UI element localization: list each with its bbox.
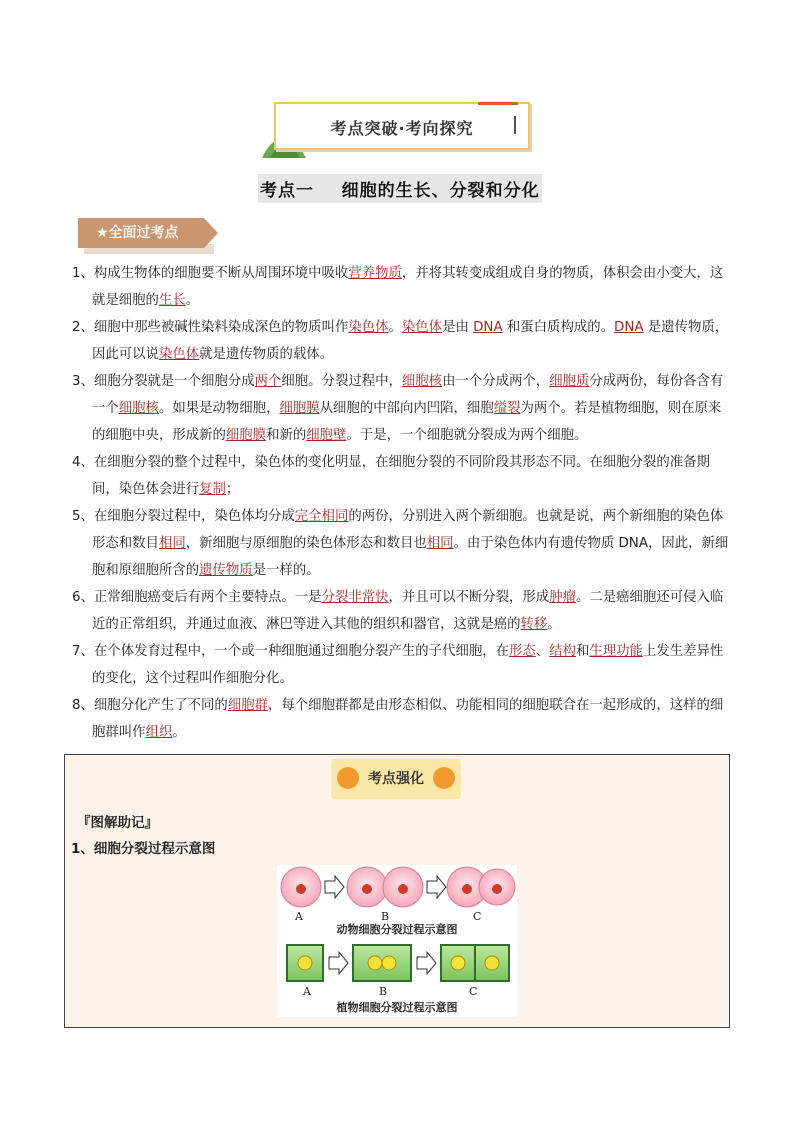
- item-text: 细胞中那些被碱性染料染成深色的物质叫作: [93, 320, 349, 335]
- plant-caption: 植物细胞分裂过程示意图: [336, 1001, 458, 1014]
- knowledge-list: [72, 260, 732, 746]
- keyword: 生理功能: [589, 644, 643, 659]
- cell-division-diagram: [277, 865, 517, 1017]
- plant-cell-b: [353, 945, 411, 981]
- keyword: 营养物质: [348, 266, 402, 281]
- item-text: 细胞分裂就是一个细胞分成: [93, 374, 255, 389]
- item-text: 、: [535, 644, 550, 659]
- keyword: 转移: [520, 617, 548, 632]
- keyword: DNA: [473, 320, 503, 335]
- plant-cell-c: [441, 945, 509, 981]
- keyword: 相同: [426, 536, 454, 551]
- keyword: 染色体: [158, 347, 200, 362]
- list-item: [72, 638, 732, 692]
- orange-icon: [433, 767, 455, 789]
- keyword: 遗传物质: [199, 563, 253, 578]
- keyword: DNA: [614, 320, 644, 335]
- orange-icon: [337, 767, 359, 789]
- diagram-heading: 1、细胞分裂过程示意图: [71, 841, 216, 857]
- item-number: 6、: [72, 590, 94, 605]
- item-text: 就是遗传物质的载体。: [199, 347, 334, 362]
- item-text: 。: [185, 293, 200, 308]
- animal-cell-b: [347, 867, 423, 907]
- banner: [262, 100, 532, 158]
- item-text: 是遗传物质，因此可以说: [92, 320, 729, 362]
- item-number: 8、: [72, 698, 94, 713]
- arrow-icon: [427, 876, 446, 898]
- reinforcement-box: [64, 754, 730, 1028]
- list-item: [72, 584, 732, 638]
- item-text: 是一样的。: [252, 563, 320, 578]
- label-c: C: [473, 910, 482, 923]
- item-text: 在细胞分裂的整个过程中，染色体的变化明显，在细胞分裂的不同阶段其形态不同。在细胞分裂的准备期间，染色体会进行: [92, 455, 710, 497]
- banner-box: [274, 102, 530, 150]
- item-text: 和蛋白质构成的。: [502, 320, 615, 335]
- keyword: 完全相同: [294, 509, 349, 524]
- keyword: 两个: [254, 374, 282, 389]
- keyword: 细胞核: [401, 374, 443, 389]
- item-text: 从细胞的中部向内凹陷，细胞: [319, 401, 494, 416]
- item-text: 是由: [442, 320, 474, 335]
- overview-tag: ★全面过考点: [78, 218, 204, 248]
- keyword: 细胞质: [549, 374, 590, 389]
- keyword: 生长: [158, 293, 186, 308]
- item-number: 7、: [72, 644, 94, 659]
- keyword: 染色体: [348, 320, 389, 335]
- item-text: 在细胞分裂过程中，染色体均分成: [93, 509, 295, 524]
- item-number: 5、: [72, 509, 94, 524]
- animal-cell-c: [447, 867, 515, 907]
- item-text: 和: [575, 644, 590, 659]
- item-text: 的两份，分别进入两个新细胞。也就是说，两个新细胞的染色体形态和数目: [92, 509, 724, 551]
- memory-aid-heading: 『图解助记』: [77, 815, 158, 831]
- keyword: 形态: [509, 644, 536, 659]
- plant-cell-a: [287, 945, 323, 981]
- keyword: 缢裂: [493, 401, 521, 416]
- item-text: 。二是癌细胞还可侵入临近的正常组织，并通过血液、淋巴等进入其他的组织和器官，这就是癌的: [92, 590, 724, 632]
- item-text: ，并将其转变成组成自身的物质，体积会由小变大，这就是细胞的: [92, 266, 724, 308]
- item-text: ，每个细胞群都是由形态相似、功能相同的细胞联合在一起形成的，这样的细胞群叫作: [92, 698, 724, 740]
- list-item: [72, 368, 732, 449]
- item-text: 。: [547, 617, 561, 632]
- keyword: 细胞膜: [279, 401, 320, 416]
- item-text: 为两个。若是植物细胞，则在原来的细胞中央，形成新的: [92, 401, 722, 443]
- item-text: 。: [172, 725, 186, 740]
- section-title: 考点一 细胞的生长、分裂和分化: [258, 174, 542, 203]
- item-text: 。由于染色体内有遗传物质 DNA，因此，新细胞和原细胞所含的: [92, 536, 729, 578]
- label-b: B: [381, 910, 390, 923]
- keyword: 细胞核: [118, 401, 159, 416]
- label-a: A: [295, 910, 303, 923]
- item-text: 正常细胞癌变后有两个主要特点。一是: [93, 590, 322, 605]
- keyword: 肿瘤: [549, 590, 576, 605]
- item-text: ；: [225, 482, 240, 497]
- keyword: 细胞膜: [225, 428, 267, 443]
- keyword: 细胞壁: [306, 428, 347, 443]
- item-text: 细胞分化产生了不同的: [93, 698, 228, 713]
- item-number: 3、: [72, 374, 94, 389]
- item-text: 细胞。分裂过程中，: [281, 374, 402, 389]
- item-text: 。于是，一个细胞就分裂成为两个细胞。: [346, 428, 588, 443]
- banner-accent: [478, 102, 518, 105]
- keyword: 细胞群: [227, 698, 268, 713]
- animal-caption: 动物细胞分裂过程示意图: [336, 923, 458, 936]
- keyword: 相同: [158, 536, 186, 551]
- keyword: 组织: [145, 725, 173, 740]
- item-text: 。: [388, 320, 402, 335]
- arrow-icon: [325, 876, 344, 898]
- keyword: 复制: [199, 482, 226, 497]
- item-text: ，并且可以不断分裂，形成: [388, 590, 550, 605]
- item-text: 构成生物体的细胞要不断从周围环境中吸收: [93, 266, 349, 281]
- list-item: [72, 692, 732, 746]
- list-item: [72, 260, 732, 314]
- item-text: 在个体发育过程中，一个或一种细胞通过细胞分裂产生的子代细胞，在: [93, 644, 510, 659]
- keyword: 染色体: [401, 320, 443, 335]
- keyword: 分裂非常快: [321, 590, 389, 605]
- reinforcement-badge: [331, 759, 461, 799]
- item-text: ，新细胞与原细胞的染色体形态和数目也: [185, 536, 427, 551]
- arrow-icon: [417, 952, 436, 974]
- label-c: C: [469, 985, 478, 998]
- label-a: A: [303, 985, 311, 998]
- item-text: 和新的: [266, 428, 307, 443]
- list-item: [72, 503, 732, 584]
- banner-title: 考点突破·考向探究: [330, 119, 474, 138]
- item-number: 2、: [72, 320, 94, 335]
- keyword: 结构: [549, 644, 576, 659]
- list-item: [72, 449, 732, 503]
- item-number: 4、: [72, 455, 94, 470]
- arrow-icon: [329, 952, 348, 974]
- label-b: B: [379, 985, 388, 998]
- item-text: 由一个分成两个，: [442, 374, 550, 389]
- badge-label: 考点强化: [368, 771, 424, 787]
- item-text: 上发生差异性的变化，这个过程叫作细胞分化。: [92, 644, 724, 686]
- animal-cell-a: [281, 867, 321, 907]
- item-text: 分成两份，每份各含有一个: [92, 374, 724, 416]
- list-item: [72, 314, 732, 368]
- item-number: 1、: [72, 266, 94, 281]
- item-text: 。如果是动物细胞，: [158, 401, 280, 416]
